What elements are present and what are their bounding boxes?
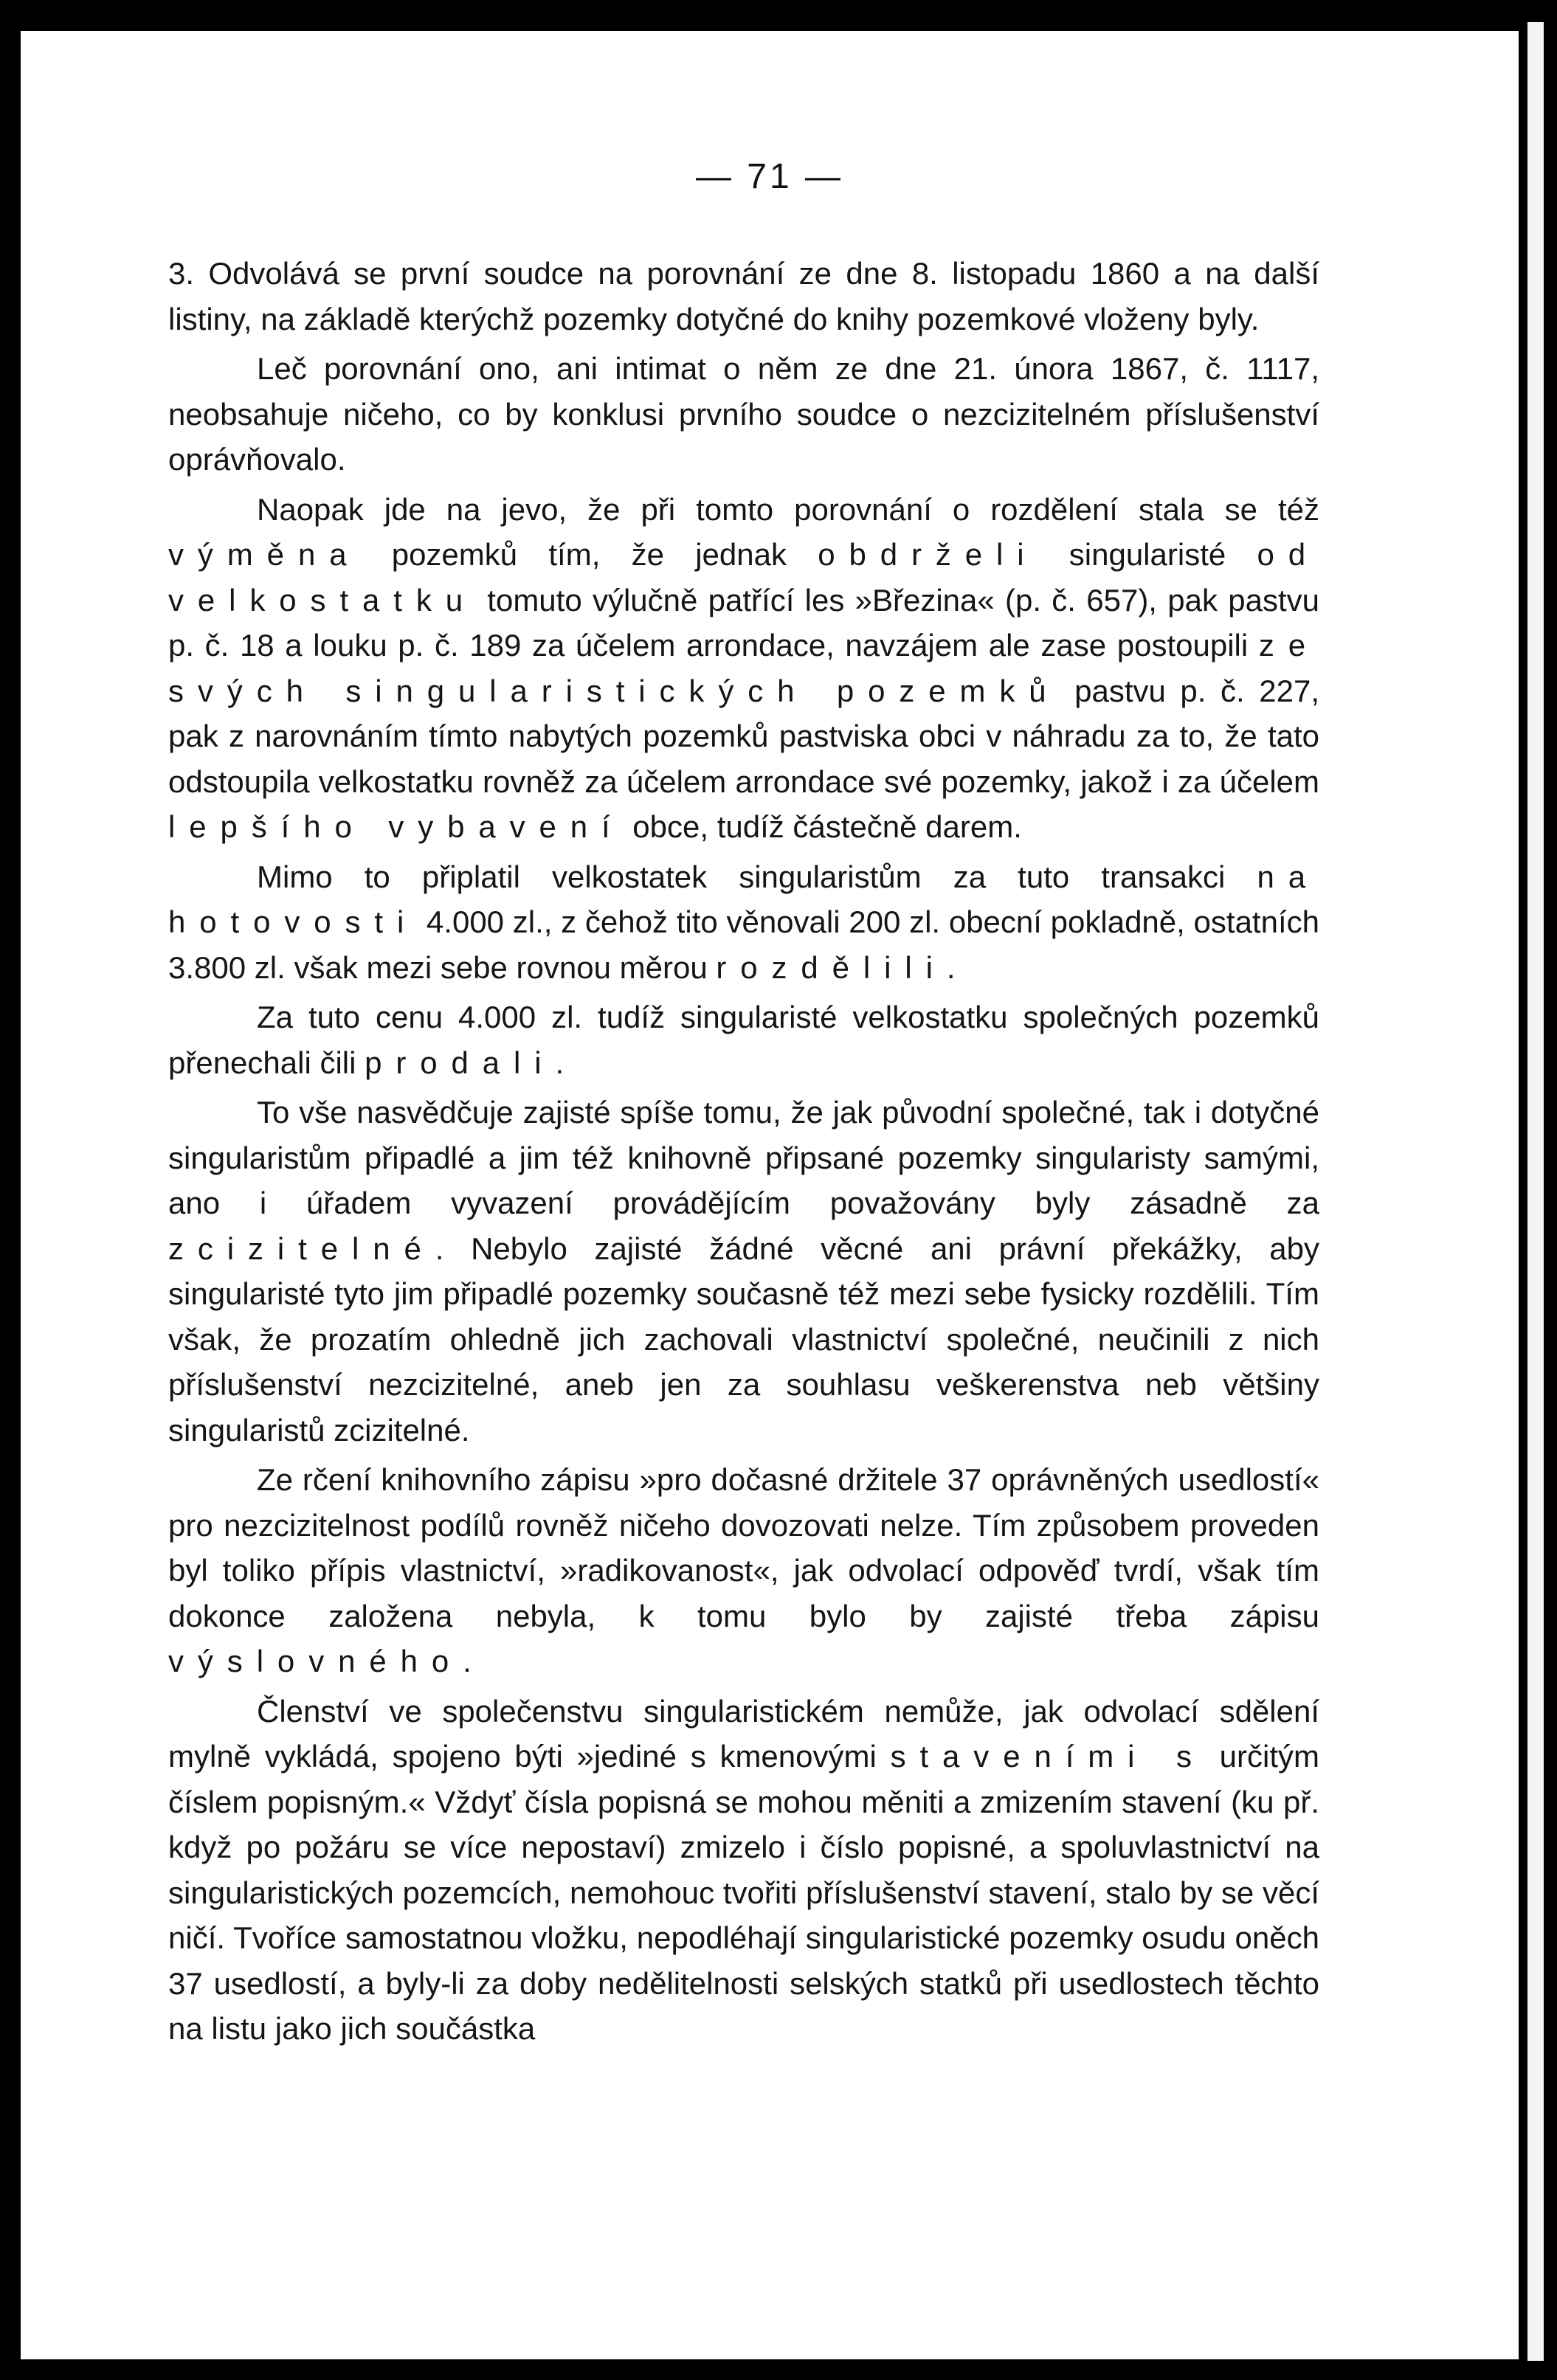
text-run: To vše nasvědčuje zajisté spíše tomu, že jak původní společné, tak i dotyčné singularistům připadlé a jim též knihovně připsané pozemky singularisty samými, ano i úřadem vyvazení provádějícím považovány byly zásadně za <box>168 1095 1319 1220</box>
text-run: obce, tudíž částečně darem. <box>624 809 1022 844</box>
spaced-emphasis: ze svých singularistických pozemků <box>168 628 1319 708</box>
text-run: 3. Odvolává se první soudce na porovnání ze dne 8. listopadu 1860 a na další listiny, na základě kterýchž pozemky dotyčné do knihy pozemkové vloženy byly. <box>168 256 1319 336</box>
spaced-emphasis: výměna <box>168 537 361 572</box>
book-page <box>21 31 1519 2359</box>
text-run: . Nebylo zajisté žádné věcné ani právní překážky, aby singularisté tyto jim připadlé pozemky současně též mezi sebe fysicky rozdělili. Tím však, že prozatím ohledně jich zachovali vlastnictví společné, neučinili z nich příslušenství nezcizitelné, aneb jen za souhlasu veškerenstva neb většiny singularistů zcizitelné. <box>168 1231 1319 1447</box>
text-run: Ze rčení knihovního zápisu »pro dočasné držitele 37 oprávněných usedlostí« pro nezcizitelnost podílů rovněž ničeho dovozovati nelze. Tím způsobem proveden byl toliko přípis vlastnictví, »radikovanost«, jak odvolací odpověď tvrdí, však tím dokonce založena nebyla, k tomu bylo by zajisté třeba zápisu <box>168 1462 1319 1633</box>
text-run: . <box>555 1045 565 1080</box>
text-run: singularisté <box>1038 537 1257 572</box>
spaced-emphasis: rozdělili <box>716 949 947 985</box>
paragraph <box>168 346 1319 482</box>
paragraph <box>168 487 1319 850</box>
text-run: tomuto výlučně patřící les »Březina« (p. č. 657), pak pastvu p. č. 18 a louku p. č. 189 za účelem arrondace, navzájem ale zase postoupili <box>168 582 1319 663</box>
body-text <box>168 251 1319 2056</box>
paragraph <box>168 1689 1319 2052</box>
spaced-emphasis: na hotovosti <box>168 859 1319 939</box>
paragraph <box>168 251 1319 342</box>
text-run: Naopak jde na jevo, že při tomto porovnání o rozdělení stala se též <box>257 491 1319 527</box>
paragraph <box>168 1457 1319 1684</box>
page-number: — 71 — <box>695 157 844 196</box>
text-run: pastvu p. č. 227, pak z narovnáním tímto nabytých pozemků pastviska obci v náhradu za to, že tato odstoupila velkostatku rovněž za účelem arrondace své pozemky, jakož i za účelem <box>168 673 1319 799</box>
spaced-emphasis: lepšího vybavení <box>168 809 624 844</box>
spaced-emphasis: zcizitelné <box>168 1231 435 1266</box>
text-run: pozemků tím, že jednak <box>360 537 818 572</box>
text-run: . <box>946 949 956 985</box>
spaced-emphasis: obdrželi <box>818 537 1038 572</box>
text-run: 4.000 zl., z čehož tito věnovali 200 zl. obecní pokladně, ostatních 3.800 zl. však mezi sebe rovnou měrou <box>168 904 1319 985</box>
paragraph <box>168 854 1319 991</box>
text-run: Členství ve společenstvu singularistickém nemůže, jak odvolací sdělení mylně vykládá, spojeno býti »jediné s kmenovými <box>168 1693 1319 1774</box>
paragraph <box>168 1090 1319 1453</box>
text-run: Mimo to připlatil velkostatek singularistům za tuto transakci <box>257 859 1257 894</box>
text-run: určitým číslem popisným.« Vždyť čísla popisná se mohou měniti a zmizením stavení (ku př. když po požáru se více nepostaví) zmizelo i číslo popisné, a spoluvlastnictví na singularistických pozemcích, nemohouc tvořiti příslušenství stavení, stalo by se věcí ničí. Tvoříce samostatnou vložku, nepodléhají singularistické pozemky osudu oněch 37 usedlostí, a byly-li za doby nedělitelnosti selských statků při usedlostech těchto na listu jako jich součástka <box>168 1739 1320 2046</box>
spaced-emphasis: od velkostatku <box>168 537 1319 618</box>
paragraph <box>168 994 1319 1085</box>
spaced-emphasis: staveními s <box>890 1739 1206 1774</box>
text-run: Leč porovnání ono, ani intimat o něm ze dne 21. února 1867, č. 1117, neobsahuje ničeho, co by konklusi prvního soudce o nezcizitelném příslušenství oprávňovalo. <box>168 351 1319 477</box>
page-edge <box>1527 22 1544 2361</box>
text-run: . <box>463 1644 472 1678</box>
text-run: Za tuto cenu 4.000 zl. tudíž singularisté velkostatku společných pozemků přenechali čili <box>168 1000 1319 1080</box>
spaced-emphasis: prodali <box>365 1045 556 1080</box>
spaced-emphasis: výslovného <box>168 1644 463 1678</box>
